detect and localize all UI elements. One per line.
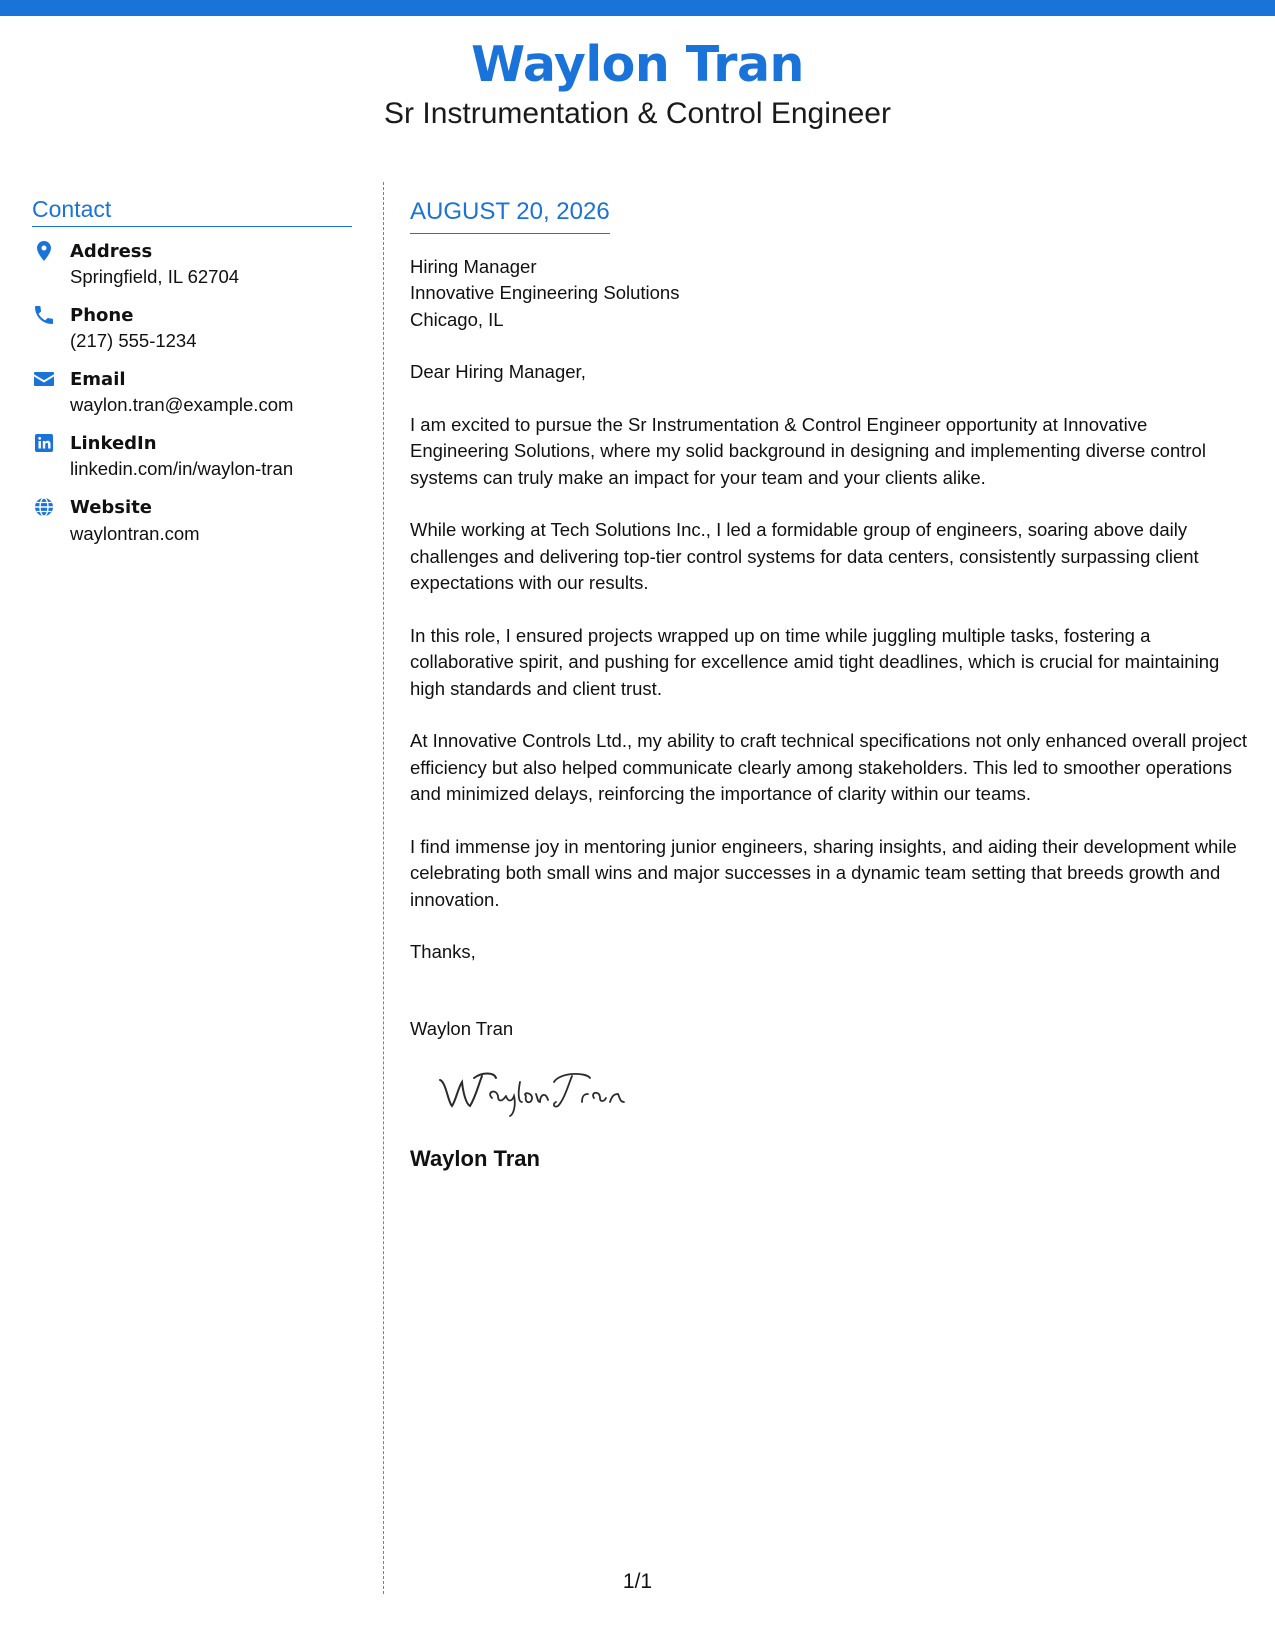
top-accent-bar (0, 0, 1275, 16)
recipient-block (410, 254, 1250, 334)
recipient-line: Hiring Manager (410, 255, 537, 277)
body-paragraph: I am excited to pursue the Sr Instrumentation & Control Engineer opportunity at Innovative Engineering Solutions, where my solid background in designing and implementing diverse control systems can truly make an impact for your team and your clients alike. (410, 413, 1206, 488)
applicant-name: Waylon Tran (471, 36, 804, 93)
contact-list (32, 239, 352, 546)
typed-signature-name: Waylon Tran (410, 1145, 540, 1171)
phone-value[interactable]: (217) 555-1234 (70, 330, 197, 352)
signoff-name: Waylon Tran (410, 1017, 514, 1039)
body-paragraph: While working at Tech Solutions Inc., I led a formidable group of engineers, soaring above daily challenges and delivering top-tier control systems for data centers, consistently surpassing client expectations with our results. (410, 519, 1199, 594)
phone-label: Phone (70, 305, 134, 327)
linkedin-label: LinkedIn (70, 433, 157, 455)
contact-item-address (32, 239, 352, 290)
email-icon (32, 367, 56, 391)
contact-heading: Contact (32, 196, 352, 227)
greeting: Dear Hiring Manager, (410, 361, 586, 383)
handwritten-signature (436, 1062, 656, 1122)
body-paragraph: I find immense joy in mentoring junior engineers, sharing insights, and aiding their development while celebrating both small wins and major successes in a dynamic team setting that breeds growth and innovation. (410, 835, 1237, 910)
contact-item-linkedin (32, 431, 352, 482)
linkedin-icon (32, 431, 56, 455)
phone-icon (32, 303, 56, 327)
page-number: 1/1 (622, 1570, 653, 1593)
recipient-line: Innovative Engineering Solutions (410, 282, 680, 304)
linkedin-value[interactable]: linkedin.com/in/waylon-tran (70, 458, 294, 480)
recipient-line: Chicago, IL (410, 308, 504, 330)
email-label: Email (70, 369, 126, 391)
address-label: Address (70, 241, 153, 262)
website-value[interactable]: waylontran.com (70, 522, 200, 544)
globe-icon (32, 495, 56, 519)
website-label: Website (70, 497, 153, 519)
contact-item-email (32, 367, 352, 418)
closing: Thanks, (410, 941, 476, 963)
letter-date: AUGUST 20, 2026 (410, 198, 610, 234)
body-paragraph: At Innovative Controls Ltd., my ability to craft technical specifications not only enhanced overall project efficiency but also helped communicate clearly among stakeholders. This led to smoother operations and minimized delays, reinforcing the importance of clarity within our teams. (410, 730, 1248, 805)
letter-body (410, 198, 1250, 1172)
column-divider (383, 182, 384, 1594)
map-pin-icon (32, 239, 56, 263)
email-value[interactable]: waylon.tran@example.com (70, 394, 294, 416)
letter-header (0, 36, 1275, 132)
contact-sidebar (32, 196, 352, 559)
contact-item-phone (32, 303, 352, 354)
body-paragraph: In this role, I ensured projects wrapped up on time while juggling multiple tasks, fostering a collaborative spirit, and pushing for excellence amid tight deadlines, which is crucial for maintaining high standards and client trust. (410, 624, 1220, 699)
job-title: Sr Instrumentation & Control Engineer (384, 96, 891, 130)
address-value: Springfield, IL 62704 (70, 266, 240, 288)
contact-item-website (32, 495, 352, 546)
